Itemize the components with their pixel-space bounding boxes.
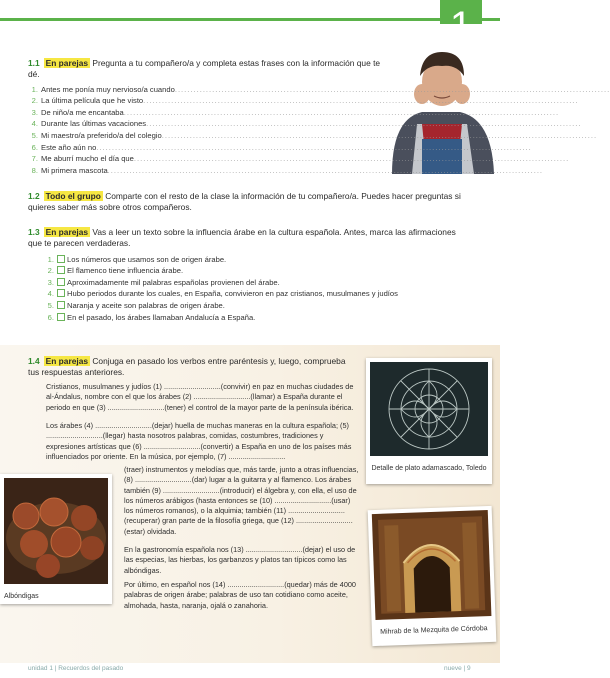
answer-blank[interactable]: ............................................................................................................................................ bbox=[146, 119, 582, 129]
paragraph-4: Por último, en español nos (14) ............................(quedar) más de 4000 palabras de origen árabe; palabras de uso tan cotidiano como aceite, almohada, hasta, naranja, ojalá o zanahoria. bbox=[124, 580, 356, 610]
exercise-1-3-list bbox=[44, 254, 468, 324]
item-number: 8. bbox=[31, 165, 38, 175]
page-footer bbox=[0, 664, 500, 678]
item-text: La última película que he visto bbox=[41, 96, 144, 106]
exercise-1-1-instruction: 1.1 En parejas Pregunta a tu compañero/a y completa estas frases con la información que te dé. bbox=[28, 58, 381, 80]
checkbox[interactable] bbox=[57, 301, 65, 309]
top-accent-line bbox=[0, 18, 500, 21]
item-text: Mi primera mascota bbox=[41, 165, 108, 175]
answer-blank[interactable]: ............................................................................................................................................ bbox=[133, 154, 570, 164]
item-number: 4. bbox=[47, 289, 54, 299]
item-number: 4. bbox=[31, 119, 38, 129]
answer-line[interactable] bbox=[28, 107, 560, 119]
item-text: Aproximadamente mil palabras españolas provienen del árabe. bbox=[67, 277, 280, 287]
exercise-1-4 bbox=[28, 356, 358, 379]
albondigas-image bbox=[4, 478, 108, 584]
item-text: Durante las últimas vacaciones bbox=[41, 119, 147, 129]
checkbox-item bbox=[44, 265, 468, 277]
paragraph-2: Los árabes (4) ............................(dejar) huella de muchas maneras en la cultura española; (5) ............................(llegar) hasta nosotros palabras, comidas, costumbres, tradiciones y expresiones artísticas que (6) ............................(convertir) a España en uno de los países más influenciados por oriente. En la música, por ejemplo, (7) ............................ bbox=[46, 421, 352, 461]
albondigas-caption: Albóndigas bbox=[4, 593, 39, 600]
item-number: 6. bbox=[31, 142, 38, 152]
item-number: 3. bbox=[47, 277, 54, 287]
item-number: 5. bbox=[31, 131, 38, 141]
item-number: 2. bbox=[47, 266, 54, 276]
item-text: Mi maestro/a preferido/a del colegio bbox=[41, 131, 162, 141]
item-number: 1. bbox=[47, 254, 54, 264]
exercise-1-4-instruction: 1.4 En parejas Conjuga en pasado los verbos entre paréntesis y, luego, comprueba tus respuestas anteriores. bbox=[28, 356, 346, 378]
checkbox-item bbox=[44, 288, 468, 300]
answer-line[interactable] bbox=[28, 95, 579, 107]
mihrab-photo-card bbox=[368, 506, 497, 646]
answer-line[interactable] bbox=[28, 130, 598, 142]
plate-image bbox=[370, 362, 488, 456]
answer-line[interactable] bbox=[28, 153, 570, 165]
checkbox-item bbox=[44, 254, 468, 266]
paragraph-1: Cristianos, musulmanes y judíos (1) ............................(convivir) en paz en muchas ciudades de al-Ándalus, nombre con el que los árabes (2) ............................(llamar) a España durante el periodo en que (3) ............................(tener) el control de la mayor parte de la península ibérica. bbox=[46, 382, 354, 412]
item-number: 6. bbox=[47, 312, 54, 322]
exercise-1-1-list bbox=[28, 84, 610, 177]
plate-photo-card bbox=[366, 358, 492, 484]
checkbox-item bbox=[44, 277, 468, 289]
item-text: Antes me ponía muy nervioso/a cuando bbox=[41, 84, 175, 94]
albondigas-photo-card bbox=[0, 474, 112, 604]
mihrab-caption: Mihrab de la Mezquita de Córdoba bbox=[380, 625, 488, 636]
item-number: 2. bbox=[31, 96, 38, 106]
checkbox[interactable] bbox=[57, 266, 65, 274]
plate-caption: Detalle de plato adamascado, Toledo bbox=[371, 465, 487, 472]
checkbox-item bbox=[44, 300, 468, 312]
paragraph-3: En la gastronomía española nos (13) ............................(dejar) el uso de las especias, las hierbas, los garbanzos y platos tan típicos como las albóndigas. bbox=[124, 545, 356, 575]
item-number: 7. bbox=[31, 154, 38, 164]
item-number: 1. bbox=[31, 84, 38, 94]
checkbox[interactable] bbox=[57, 313, 65, 321]
checkbox[interactable] bbox=[57, 278, 65, 286]
answer-blank[interactable]: ............................................................................................................................................ bbox=[161, 131, 598, 141]
answer-line[interactable] bbox=[28, 118, 582, 130]
item-text: Hubo periodos durante los cuales, en España, convivieron en paz cristianos, musulmanes y judíos bbox=[67, 289, 398, 299]
checkbox[interactable] bbox=[57, 255, 65, 263]
answer-blank[interactable]: ............................................................................................................................................ bbox=[174, 84, 610, 94]
answer-blank[interactable]: ............................................................................................................................................ bbox=[96, 142, 532, 152]
mihrab-image bbox=[372, 510, 492, 620]
answer-blank[interactable]: ............................................................................................................................................ bbox=[107, 165, 544, 175]
answer-line[interactable] bbox=[28, 165, 544, 177]
answer-line[interactable] bbox=[28, 84, 610, 96]
checkbox-item bbox=[44, 312, 468, 324]
exercise-1-2-instruction: 1.2 Todo el grupo Comparte con el resto de la clase la información de tu compañero/a. Puedes hacer preguntas si quieres saber más sobre otros compañeros. bbox=[28, 191, 461, 213]
footer-unit-label: unidad 1 | Recuerdos del pasado bbox=[28, 665, 124, 672]
exercise-1-3-instruction: 1.3 En parejas Vas a leer un texto sobre la influencia árabe en la cultura española. Antes, marca las afirmaciones que te parecen verdaderas. bbox=[28, 227, 456, 249]
page-number: nueve | 9 bbox=[444, 665, 471, 672]
item-text: Me aburrí mucho el día que bbox=[41, 154, 134, 164]
answer-line[interactable] bbox=[28, 142, 532, 154]
paragraph-2b: (traer) instrumentos y melodías que, más tarde, junto a otras influencias, (8) ............................(dar) lugar a la guitarra y al flamenco. Los árabes también (9) ............................(introducir) el álgebra y, con ella, el uso de los números arábigos (hasta entonces se (10) ............................(usar) los números romanos), o la alquimia; también (11) ............................(recuperar) gran parte de la filosofía griega, que (12) ............................(estar) olvidada. bbox=[124, 465, 359, 536]
answer-blank[interactable]: ............................................................................................................................................ bbox=[123, 107, 560, 117]
item-number: 3. bbox=[31, 107, 38, 117]
checkbox[interactable] bbox=[57, 289, 65, 297]
item-text: El flamenco tiene influencia árabe. bbox=[67, 266, 184, 276]
answer-blank[interactable]: ............................................................................................................................................ bbox=[143, 96, 579, 106]
item-text: Naranja y aceite son palabras de origen árabe. bbox=[67, 301, 225, 311]
item-text: En el pasado, los árabes llamaban Andalucía a España. bbox=[67, 312, 256, 322]
item-text: Los números que usamos son de origen árabe. bbox=[67, 254, 227, 264]
exercise-1-1 bbox=[28, 58, 610, 176]
item-text: Este año aún no bbox=[41, 142, 97, 152]
exercise-1-3 bbox=[28, 227, 468, 323]
item-text: De niño/a me encantaba bbox=[41, 107, 124, 117]
item-number: 5. bbox=[47, 301, 54, 311]
exercise-1-2 bbox=[28, 191, 468, 214]
